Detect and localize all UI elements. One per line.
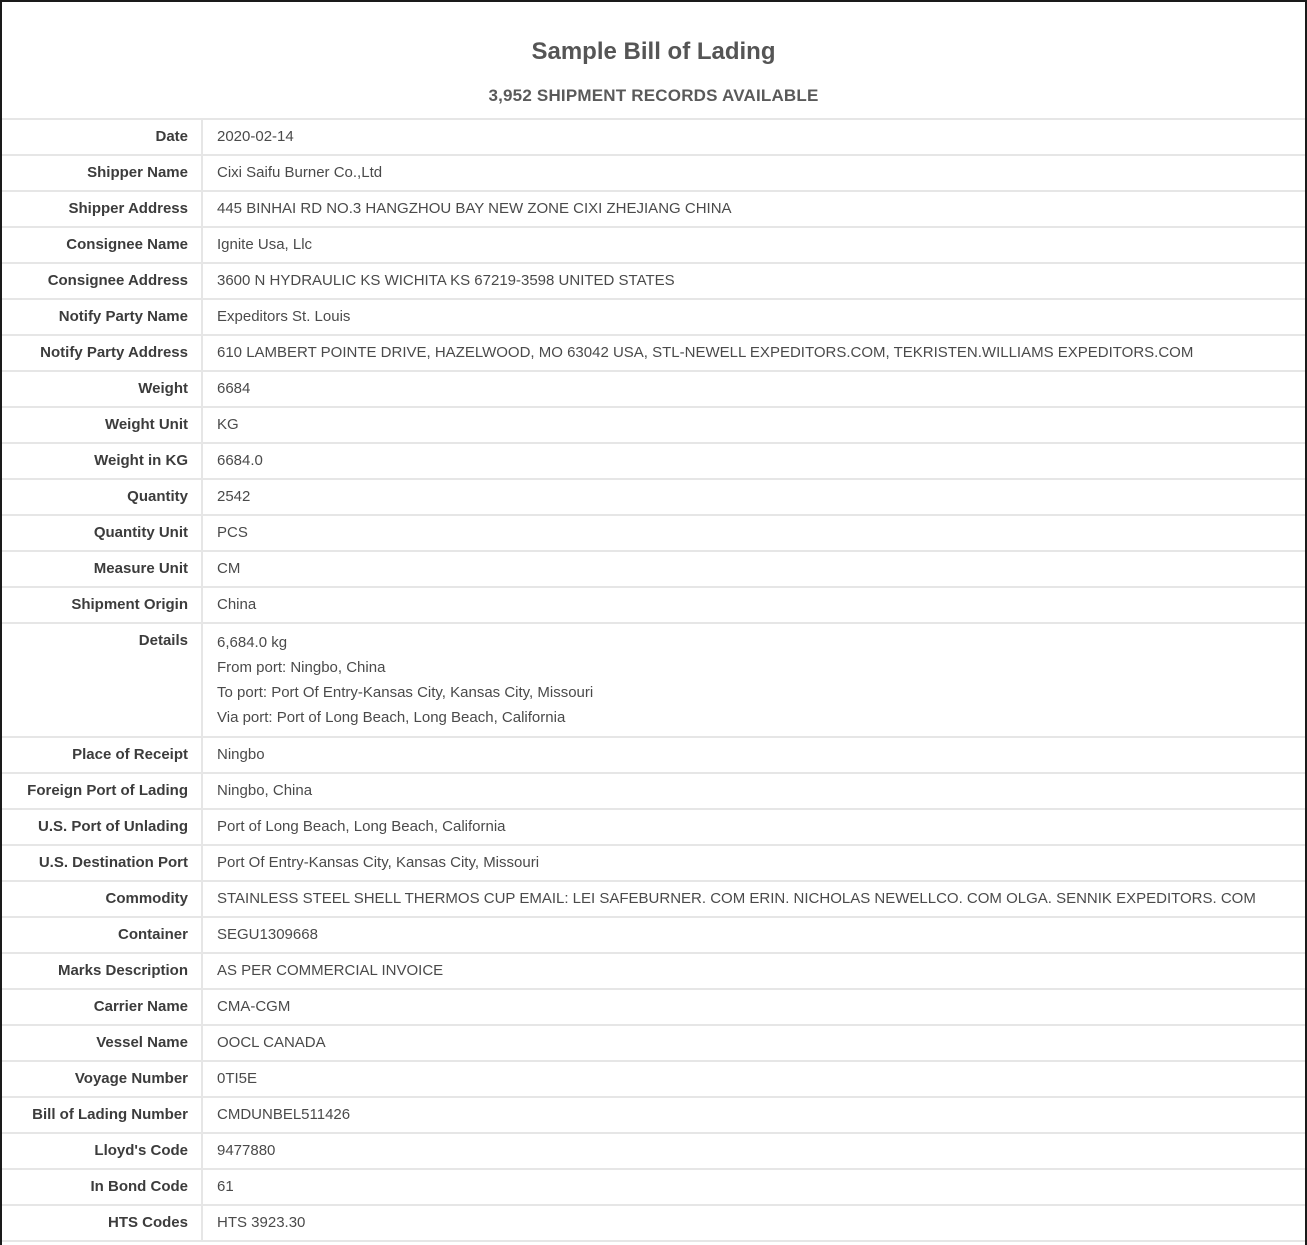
row-lloyds-code bbox=[2, 1133, 1305, 1169]
label-quantity: Quantity bbox=[2, 479, 202, 515]
row-vessel-name bbox=[2, 1025, 1305, 1061]
row-bill-of-lading-number bbox=[2, 1097, 1305, 1133]
row-quantity-unit bbox=[2, 515, 1305, 551]
row-us-destination-port bbox=[2, 845, 1305, 881]
value-place-of-receipt: Ningbo bbox=[202, 737, 1305, 773]
value-in-bond-code: 61 bbox=[202, 1169, 1305, 1205]
label-carrier-name: Carrier Name bbox=[2, 989, 202, 1025]
value-marks-description: AS PER COMMERCIAL INVOICE bbox=[202, 953, 1305, 989]
row-quantity bbox=[2, 479, 1305, 515]
label-in-bond-code: In Bond Code bbox=[2, 1169, 202, 1205]
value-vessel-name: OOCL CANADA bbox=[202, 1025, 1305, 1061]
label-weight: Weight bbox=[2, 371, 202, 407]
label-notify-party-address: Notify Party Address bbox=[2, 335, 202, 371]
label-shipment-origin: Shipment Origin bbox=[2, 587, 202, 623]
row-us-port-of-unlading bbox=[2, 809, 1305, 845]
label-place-of-receipt: Place of Receipt bbox=[2, 737, 202, 773]
value-weight-unit: KG bbox=[202, 407, 1305, 443]
value-bill-of-lading-number: CMDUNBEL511426 bbox=[202, 1097, 1305, 1133]
value-lloyds-code: 9477880 bbox=[202, 1133, 1305, 1169]
row-voyage-number bbox=[2, 1061, 1305, 1097]
label-container: Container bbox=[2, 917, 202, 953]
value-foreign-port-of-lading: Ningbo, China bbox=[202, 773, 1305, 809]
label-weight-unit: Weight Unit bbox=[2, 407, 202, 443]
details-line-to-port: To port: Port Of Entry-Kansas City, Kansas City, Missouri bbox=[217, 684, 594, 701]
value-consignee-name: Ignite Usa, Llc bbox=[202, 227, 1305, 263]
value-us-port-of-unlading: Port of Long Beach, Long Beach, California bbox=[202, 809, 1305, 845]
label-shipper-address: Shipper Address bbox=[2, 191, 202, 227]
row-place-of-receipt bbox=[2, 737, 1305, 773]
label-consignee-name: Consignee Name bbox=[2, 227, 202, 263]
label-commodity: Commodity bbox=[2, 881, 202, 917]
value-carrier-name: CMA-CGM bbox=[202, 989, 1305, 1025]
label-vessel-name: Vessel Name bbox=[2, 1025, 202, 1061]
label-quantity-unit: Quantity Unit bbox=[2, 515, 202, 551]
label-bill-of-lading-number: Bill of Lading Number bbox=[2, 1097, 202, 1133]
label-measure-unit: Measure Unit bbox=[2, 551, 202, 587]
value-us-destination-port: Port Of Entry-Kansas City, Kansas City, Missouri bbox=[202, 845, 1305, 881]
value-notify-party-address: 610 LAMBERT POINTE DRIVE, HAZELWOOD, MO 63042 USA, STL-NEWELL EXPEDITORS.COM, TEKRISTEN.WILLIAMS EXPEDITORS.COM bbox=[202, 335, 1305, 371]
row-shipper-address bbox=[2, 191, 1305, 227]
value-measure-unit: CM bbox=[202, 551, 1305, 587]
value-shipment-origin: China bbox=[202, 587, 1305, 623]
details-line-from-port: From port: Ningbo, China bbox=[217, 659, 386, 676]
row-marks-description bbox=[2, 953, 1305, 989]
page-title: Sample Bill of Lading bbox=[531, 38, 776, 65]
details-line-weight: 6,684.0 kg bbox=[217, 634, 288, 651]
row-shipper-name bbox=[2, 155, 1305, 191]
row-carrier-name bbox=[2, 989, 1305, 1025]
label-details: Details bbox=[2, 623, 202, 737]
value-weight-in-kg: 6684.0 bbox=[202, 443, 1305, 479]
row-in-bond-code bbox=[2, 1169, 1305, 1205]
label-date: Date bbox=[2, 119, 202, 155]
records-count-subtitle: 3,952 SHIPMENT RECORDS AVAILABLE bbox=[488, 86, 819, 105]
row-date bbox=[2, 119, 1305, 155]
label-lloyds-code: Lloyd's Code bbox=[2, 1133, 202, 1169]
row-notify-party-name bbox=[2, 299, 1305, 335]
row-foreign-port-of-lading bbox=[2, 773, 1305, 809]
row-weight-unit bbox=[2, 407, 1305, 443]
label-consignee-address: Consignee Address bbox=[2, 263, 202, 299]
row-shipment-origin bbox=[2, 587, 1305, 623]
label-us-destination-port: U.S. Destination Port bbox=[2, 845, 202, 881]
value-date: 2020-02-14 bbox=[202, 119, 1305, 155]
label-marks-description: Marks Description bbox=[2, 953, 202, 989]
row-weight-in-kg bbox=[2, 443, 1305, 479]
value-notify-party-name: Expeditors St. Louis bbox=[202, 299, 1305, 335]
label-shipper-name: Shipper Name bbox=[2, 155, 202, 191]
label-foreign-port-of-lading: Foreign Port of Lading bbox=[2, 773, 202, 809]
value-container: SEGU1309668 bbox=[202, 917, 1305, 953]
bill-of-lading-table bbox=[2, 118, 1305, 1242]
value-details bbox=[202, 623, 1305, 737]
label-hts-codes: HTS Codes bbox=[2, 1205, 202, 1241]
value-quantity-unit: PCS bbox=[202, 515, 1305, 551]
value-hts-codes: HTS 3923.30 bbox=[202, 1205, 1305, 1241]
row-consignee-address bbox=[2, 263, 1305, 299]
value-quantity: 2542 bbox=[202, 479, 1305, 515]
row-hts-codes bbox=[2, 1205, 1305, 1241]
details-line-via-port: Via port: Port of Long Beach, Long Beach, California bbox=[217, 709, 566, 726]
row-container bbox=[2, 917, 1305, 953]
label-us-port-of-unlading: U.S. Port of Unlading bbox=[2, 809, 202, 845]
value-commodity: STAINLESS STEEL SHELL THERMOS CUP EMAIL: LEI SAFEBURNER. COM ERIN. NICHOLAS NEWELLCO. COM OLGA. SENNIK EXPEDITORS. COM bbox=[202, 881, 1305, 917]
label-weight-in-kg: Weight in KG bbox=[2, 443, 202, 479]
value-weight: 6684 bbox=[202, 371, 1305, 407]
row-commodity bbox=[2, 881, 1305, 917]
value-shipper-name: Cixi Saifu Burner Co.,Ltd bbox=[202, 155, 1305, 191]
label-notify-party-name: Notify Party Name bbox=[2, 299, 202, 335]
value-voyage-number: 0TI5E bbox=[202, 1061, 1305, 1097]
value-consignee-address: 3600 N HYDRAULIC KS WICHITA KS 67219-3598 UNITED STATES bbox=[202, 263, 1305, 299]
value-shipper-address: 445 BINHAI RD NO.3 HANGZHOU BAY NEW ZONE CIXI ZHEJIANG CHINA bbox=[202, 191, 1305, 227]
row-measure-unit bbox=[2, 551, 1305, 587]
label-voyage-number: Voyage Number bbox=[2, 1061, 202, 1097]
row-notify-party-address bbox=[2, 335, 1305, 371]
row-consignee-name bbox=[2, 227, 1305, 263]
row-details bbox=[2, 623, 1305, 737]
row-weight bbox=[2, 371, 1305, 407]
